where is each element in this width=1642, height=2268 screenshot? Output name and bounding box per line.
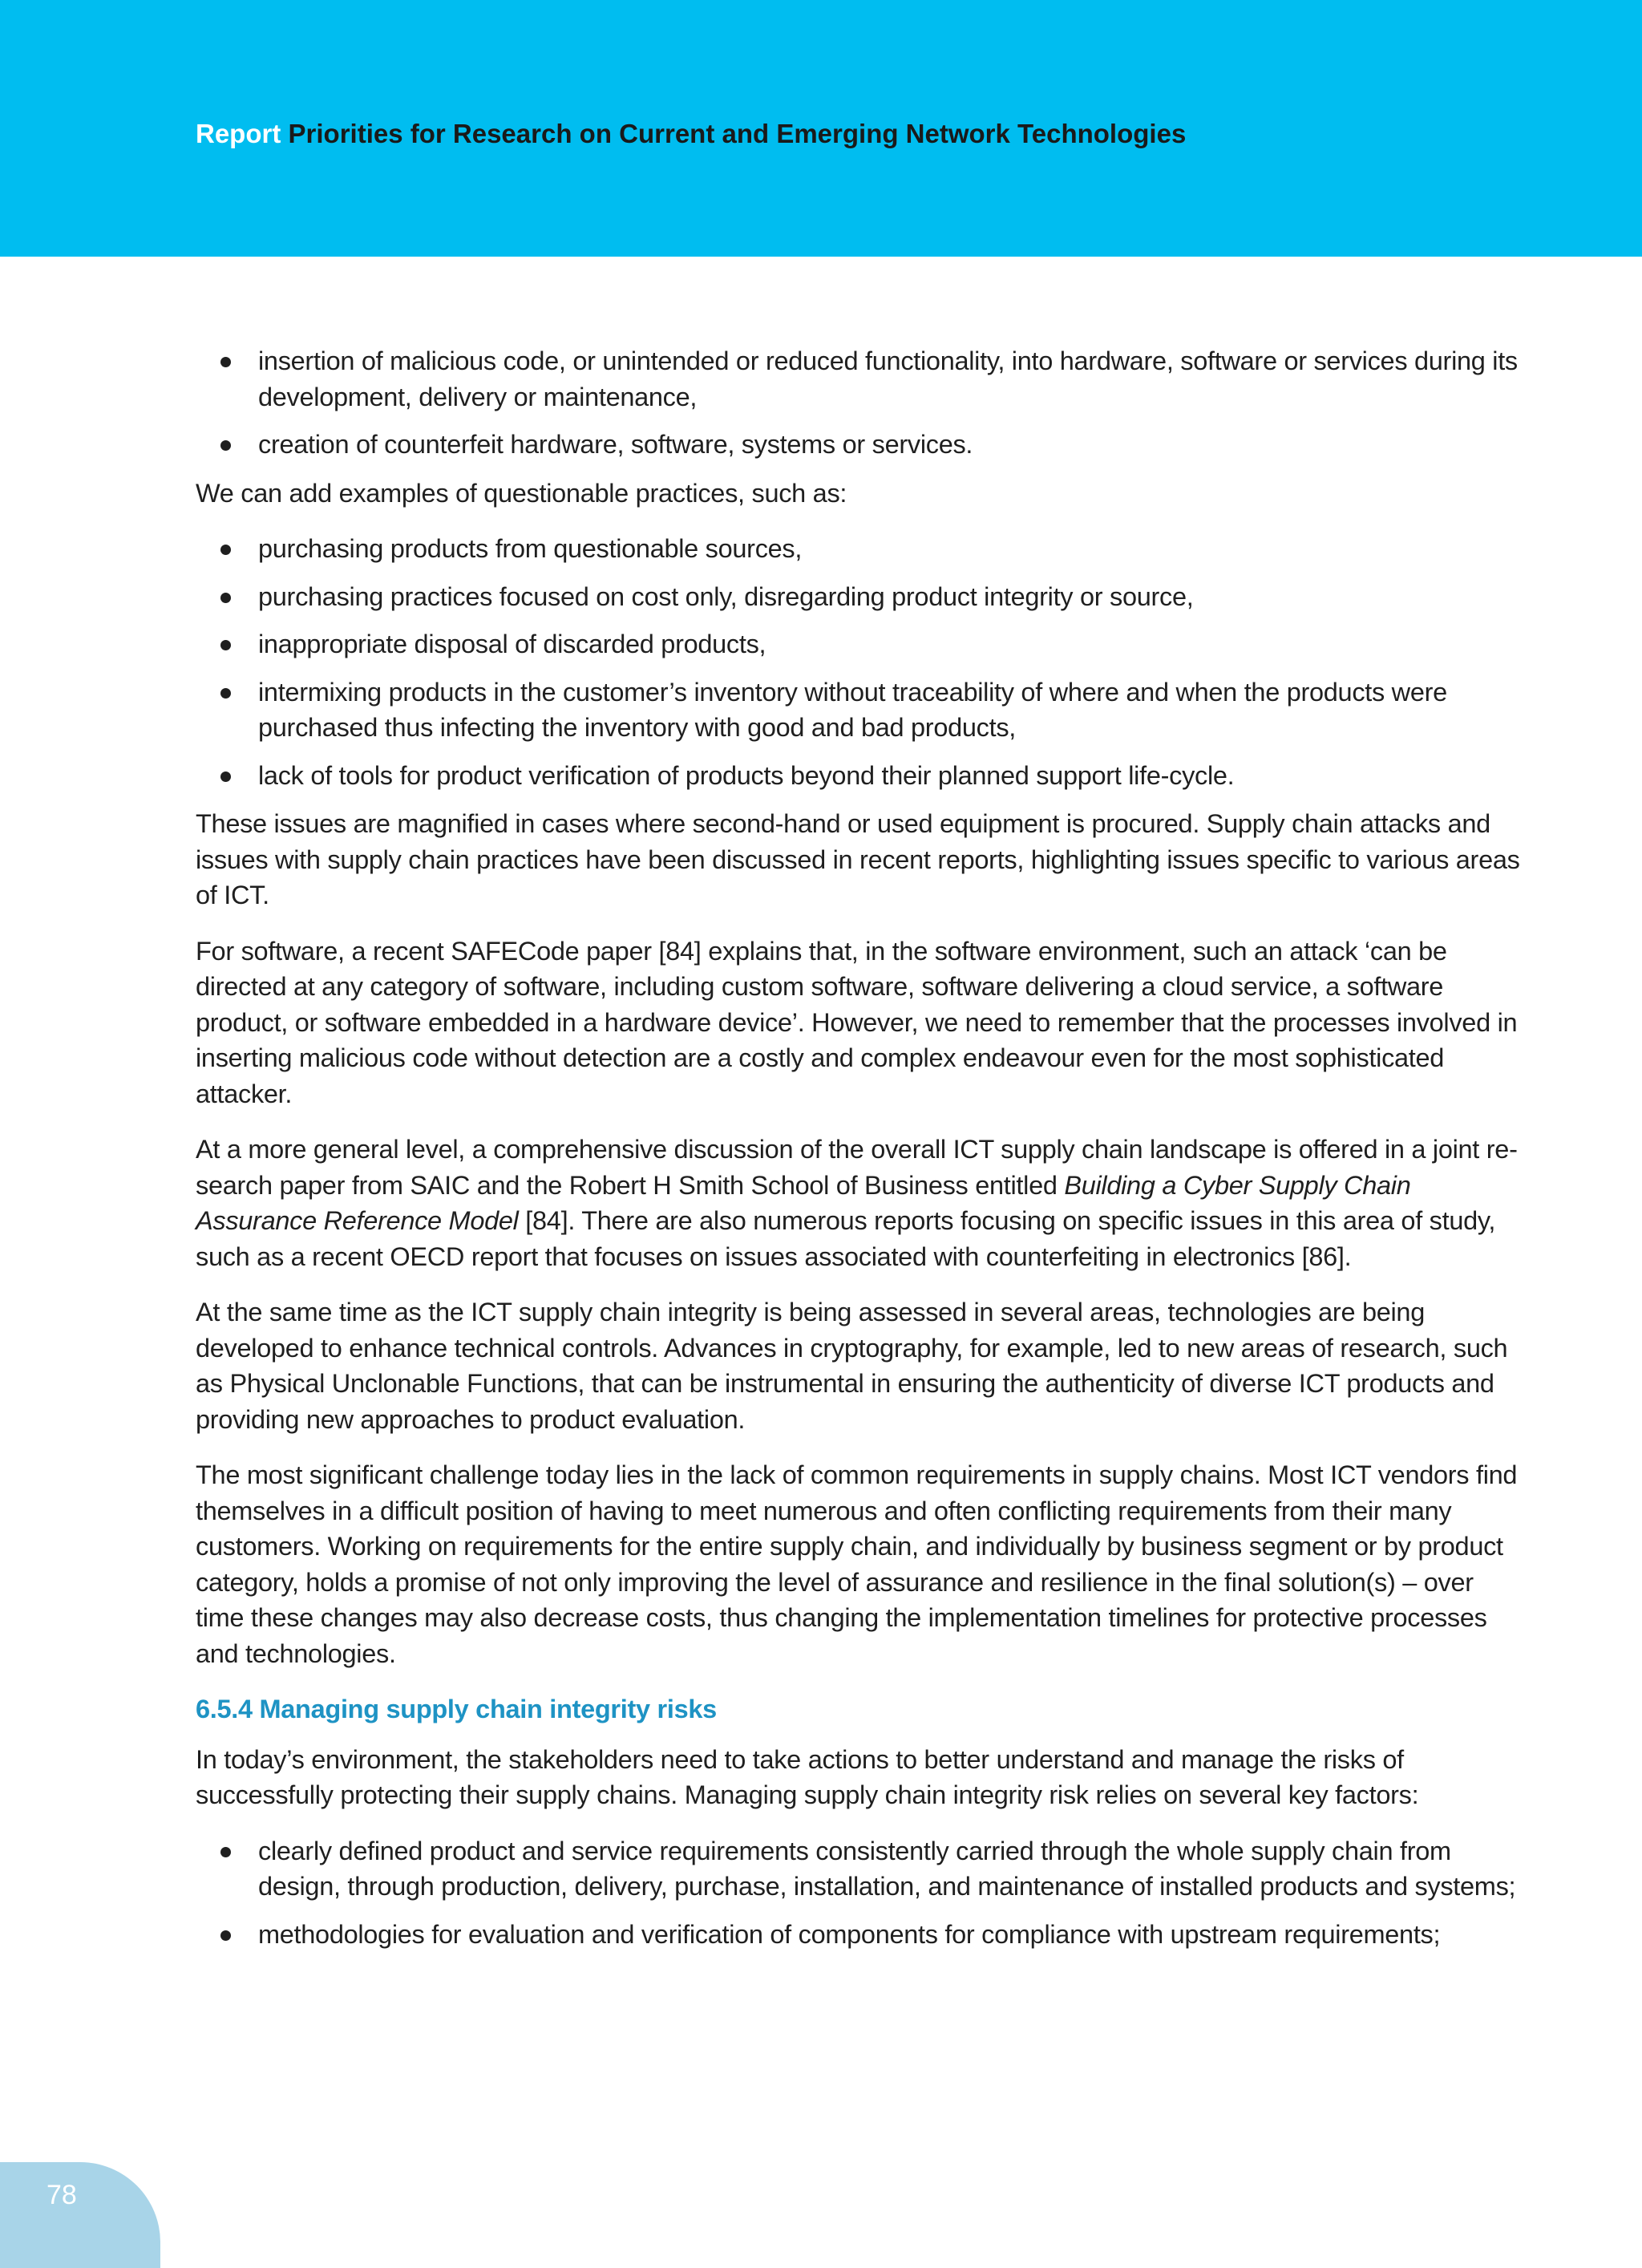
list-item: [196, 1833, 1527, 1905]
header-report-title: Priorities for Research on Current and Emerging Network Technologies: [288, 119, 1187, 148]
paragraph-issues: These issues are magnified in cases where second-hand or used equipment is procured. Supply chain attacks and issues with supply chain practices have been discussed in recent reports, highlighting issues specific to various areas of ICT.: [196, 809, 1520, 909]
page-number-tab: [0, 2162, 160, 2268]
list-item: [196, 626, 1527, 662]
list-item-text: insertion of malicious code, or unintended or reduced functionality, into hardware, software or services during its development, delivery or maintenance,: [258, 346, 1518, 411]
bullet-list-factors: [196, 1833, 1527, 1953]
paragraph-general-level: [196, 1132, 1527, 1274]
bullet-icon: [220, 1930, 231, 1941]
bullet-icon: [220, 772, 231, 782]
list-item-text: inappropriate disposal of discarded products,: [258, 630, 766, 658]
list-item-text: lack of tools for product verification of products beyond their planned support life-cycle.: [258, 760, 1235, 790]
bullet-icon: [220, 688, 231, 699]
list-item-text: intermixing products in the customer’s inventory without traceability of where and when the products were purchased thus infecting the inventory with good and bad products,: [258, 677, 1447, 742]
paragraph-today: In today’s environment, the stakeholders need to take actions to better understand and manage the risks of successfully protecting their supply chains. Managing supply chain integrity risk relies on several key factors:: [196, 1744, 1419, 1809]
list-item: [196, 674, 1527, 746]
list-item: [196, 343, 1527, 415]
list-item-text: clearly defined product and service requirements consistently carried through the whole supply chain from design, through production, delivery, purchase, installation, and maintenance of installed products and systems;: [258, 1836, 1516, 1901]
page-header-band: [0, 0, 1642, 257]
bullet-icon: [220, 440, 231, 451]
paragraph-challenge: The most significant challenge today lies in the lack of common requirements in supply chains. Most ICT vendors find themselves in a difficult position of having to meet numerous and often conflicting requirements from their many customers. Working on requirements for the entire supply chain, and individually by business segment or by product category, holds a promise of not only improving the level of assurance and resilience in the final solution(s) – over time these changes may also decrease costs, thus changing the implementation timelines for protective processes and technologies.: [196, 1460, 1518, 1668]
bullet-list-practices: [196, 531, 1527, 793]
paragraph-software: For software, a recent SAFECode paper [84] explains that, in the software environment, such an attack ‘can be directed at any category of software, including custom software, software delivering a cloud service, a software product, or software embedded in a hardware device’. However, we need to remember that the processes involved in inserting malicious code without detection are a costly and complex endeavour even for the most sophisticated attacker.: [196, 936, 1518, 1108]
paragraph-questionable-intro: We can add examples of questionable practices, such as:: [196, 478, 847, 508]
bullet-icon: [220, 593, 231, 603]
bullet-icon: [220, 357, 231, 367]
bullet-list-threats: [196, 343, 1527, 463]
list-item: [196, 579, 1527, 615]
body-content: [196, 343, 1527, 1965]
paragraph-text: At a more general level, a comprehensive discussion of the overall ICT supply chain landscape is offered in a joint re-search paper from SAIC and the Robert H Smith School of Business entitled: [196, 1135, 1518, 1200]
paragraph-text: [84]. There are also numerous reports focusing on specific issues in this area of study, such as a recent OECD report that focuses on issues associated with counterfeiting in electronics [86].: [196, 1206, 1496, 1271]
header-title: [196, 119, 1186, 149]
page-number: 78: [47, 2180, 77, 2210]
bullet-icon: [220, 1847, 231, 1857]
cited-title: Building a Cyber Supply Chain Assurance Reference Model: [196, 1170, 1411, 1235]
list-item: [196, 531, 1527, 567]
list-item: [196, 1917, 1527, 1953]
list-item: [196, 758, 1527, 794]
header-report-label: Report: [196, 119, 281, 148]
list-item-text: creation of counterfeit hardware, software, systems or services.: [258, 430, 973, 459]
list-item: [196, 427, 1527, 463]
paragraph-same-time: At the same time as the ICT supply chain integrity is being assessed in several areas, technologies are being developed to enhance technical controls. Advances in cryptography, for example, led to new areas of research, such as Physical Unclonable Functions, that can be instrumental in ensuring the authenticity of diverse ICT products and providing new approaches to product evaluation.: [196, 1298, 1508, 1434]
bullet-icon: [220, 640, 231, 650]
list-item-text: purchasing practices focused on cost only, disregarding product integrity or source,: [258, 581, 1194, 611]
list-item-text: methodologies for evaluation and verification of components for compliance with upstream requirements;: [258, 1919, 1441, 1949]
list-item-text: purchasing products from questionable sources,: [258, 534, 803, 563]
bullet-icon: [220, 545, 231, 555]
section-heading: 6.5.4 Managing supply chain integrity risks: [196, 1695, 717, 1723]
